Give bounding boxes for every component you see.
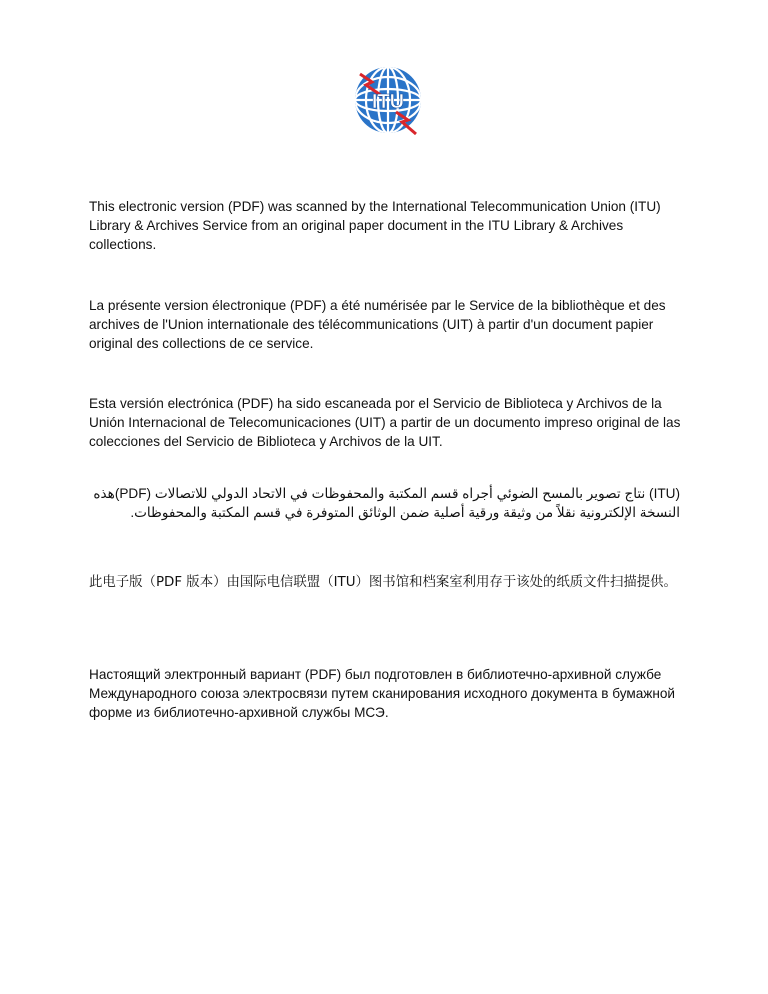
itu-logo <box>352 60 424 140</box>
itu-globe-icon <box>352 60 424 140</box>
notice-french: La présente version électronique (PDF) a été numérisée par le Service de la bibliothèque et des archives de l'Union internationale des télécommunications (UIT) à partir d'un document papier original des collections de ce service. <box>89 298 666 351</box>
notice-arabic: (ITU) نتاج تصوير بالمسح الضوئي أجراه قسم المكتبة والمحفوظات في الاتحاد الدولي للاتصالات (PDF)هذه النسخة الإلكترونية نقلاً من وثيقة ورقية أصلية ضمن الوثائق المتوفرة في قسم المكتبة والمحفوظات. <box>93 486 680 520</box>
itu-logo-text: ITU <box>371 91 405 113</box>
notice-russian: Настоящий электронный вариант (PDF) был подготовлен в библиотечно-архивной службе Международного союза электросвязи путем сканирования исходного документа в бумажной форме из библиотечно-архивной службы МСЭ. <box>89 667 676 720</box>
notice-chinese: 此电子版（PDF 版本）由国际电信联盟（ITU）图书馆和档案室利用存于该处的纸质文件扫描提供。 <box>89 575 677 590</box>
notice-english: This electronic version (PDF) was scanned by the International Telecommunication Union (ITU) Library & Archives Service from an original paper document in the ITU Library & Archives collections. <box>89 199 661 252</box>
notice-spanish: Esta versión electrónica (PDF) ha sido escaneada por el Servicio de Biblioteca y Archivos de la Unión Internacional de Telecomunicaciones (UIT) a partir de un documento impreso original de las colecciones del Servicio de Biblioteca y Archivos de la UIT. <box>89 396 681 449</box>
